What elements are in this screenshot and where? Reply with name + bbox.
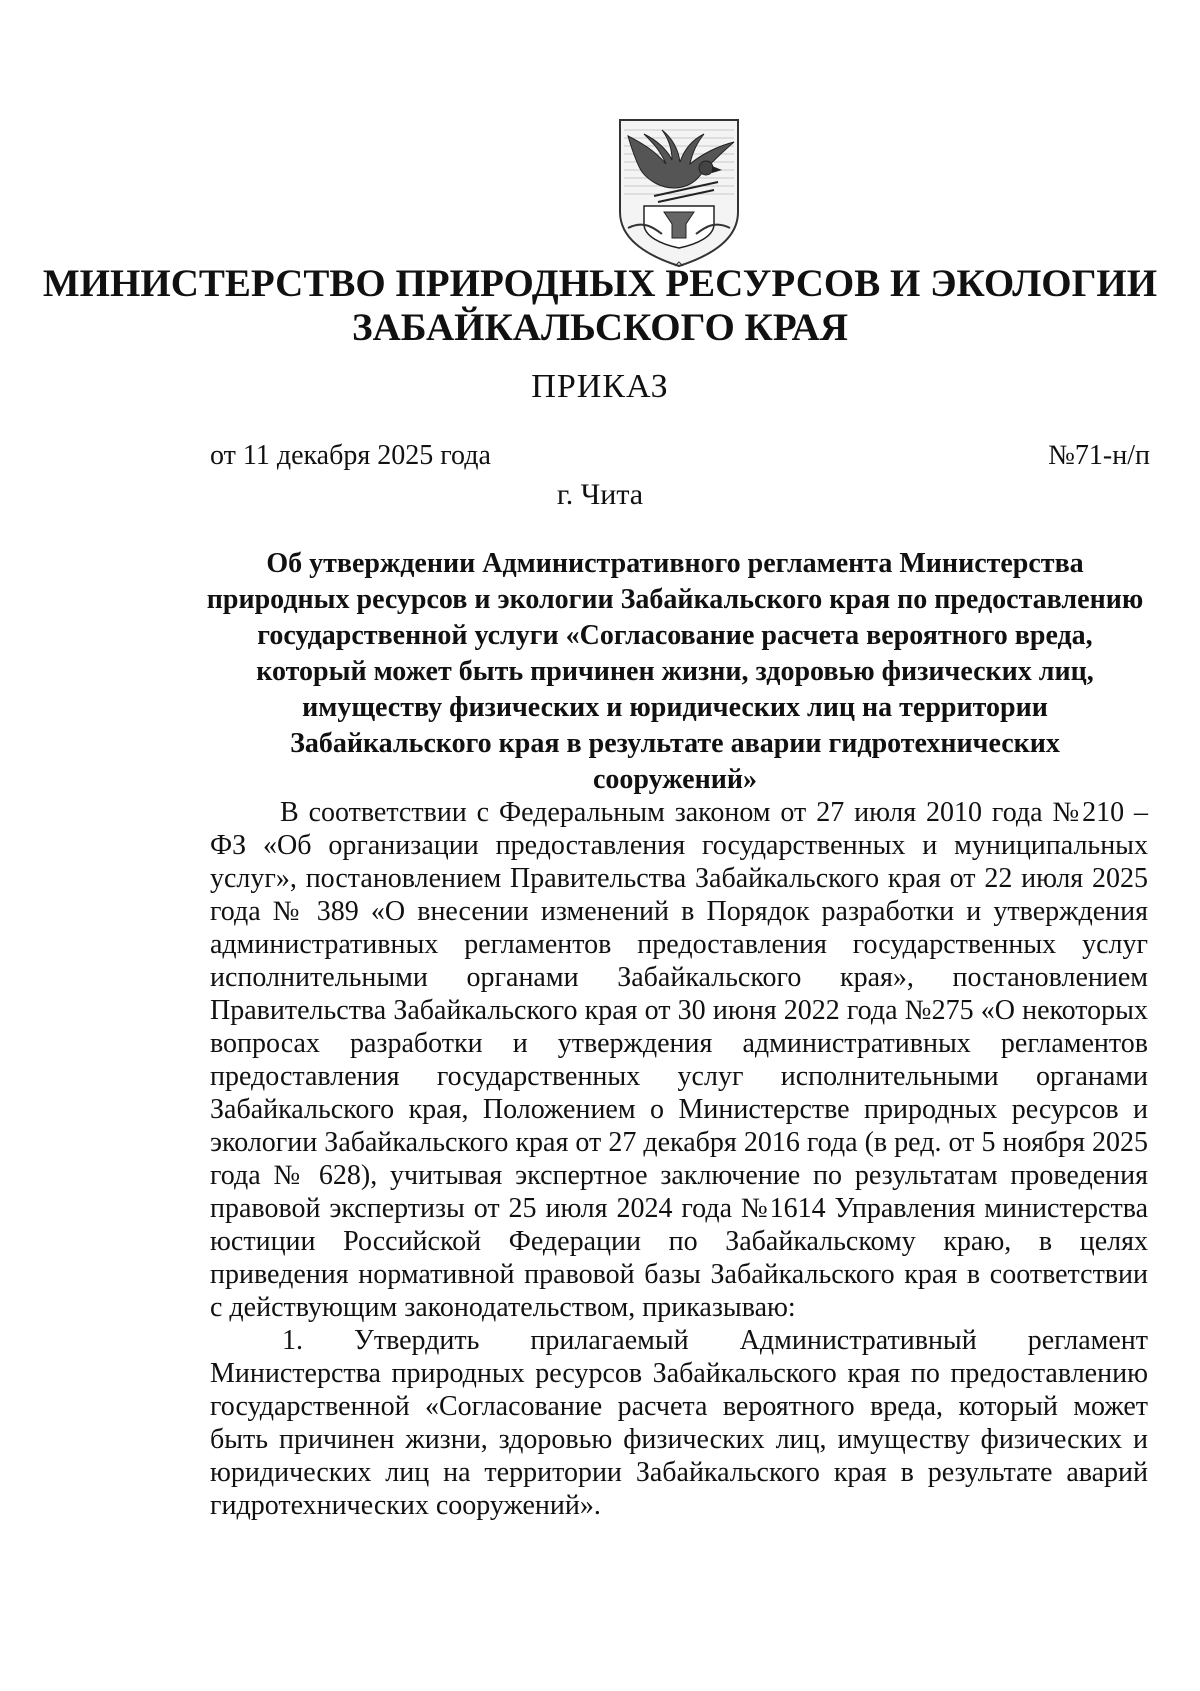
document-number: №71-н/п	[1048, 440, 1150, 471]
document-city: г. Чита	[556, 478, 644, 511]
ministry-name-line1: МИНИСТЕРСТВО ПРИРОДНЫХ РЕСУРСОВ И ЭКОЛОГИИ	[42, 262, 1158, 305]
document-title: Об утверждении Административного регламента Министерства природных ресурсов и экологии Забайкальского края по предоставлению государственной услуги «Согласование расчета вероятного вреда, который может быть причинен жизни, здоровью физических лиц, имуществу физических и юридических лиц на территории Забайкальского края в результате аварии гидротехнических сооружений»	[206, 548, 1144, 795]
coat-of-arms-icon	[614, 116, 744, 268]
document-body	[210, 796, 1148, 1522]
order-item-1: 1. Утвердить прилагаемый Административный регламент Министерства природных ресурсов Забайкальского края по предоставлению государственной «Согласование расчета вероятного вреда, который может быть причинен жизни, здоровью физических лиц, имуществу физических и юридических лиц на территории Забайкальского края в результате аварий гидротехнических сооружений».	[210, 1325, 1148, 1521]
document-date: от 11 декабря 2025 года	[210, 440, 491, 471]
preamble-paragraph: В соответствии с Федеральным законом от 27 июля 2010 года №210 – ФЗ «Об организации предоставления государственных и муниципальных услуг», постановлением Правительства Забайкальского края от 22 июля 2025 года № 389 «О внесении изменений в Порядок разработки и утверждения административных регламентов предоставления государственных услуг исполнительными органами Забайкальского края», постановлением Правительства Забайкальского края от 30 июня 2022 года №275 «О некоторых вопросах разработки и утверждения административных регламентов предоставления государственных услуг исполнительными органами Забайкальского края, Положением о Министерстве природных ресурсов и экологии Забайкальского края от 27 декабря 2016 года (в ред. от 5 ноября 2025 года № 628), учитывая экспертное заключение по результатам проведения правовой экспертизы от 25 июля 2024 года №1614 Управления министерства юстиции Российской Федерации по Забайкальскому краю, в целях приведения нормативной правовой базы Забайкальского края в соответствии с действующим законодательством, приказываю:	[210, 797, 1148, 1323]
ministry-name-line2: ЗАБАЙКАЛЬСКОГО КРАЯ	[351, 306, 848, 349]
document-type: ПРИКАЗ	[531, 368, 669, 405]
